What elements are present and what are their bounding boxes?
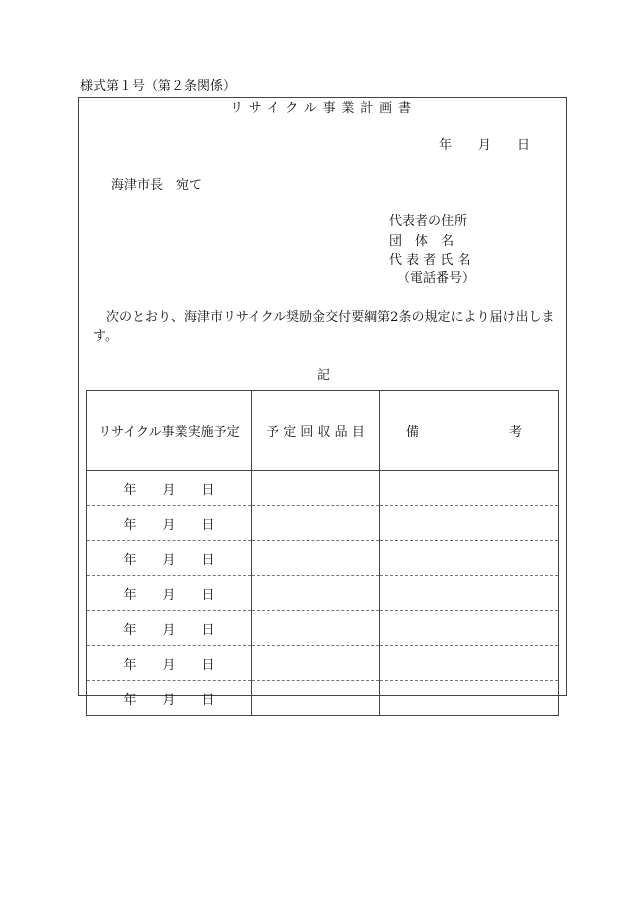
planned-items-cell[interactable] — [252, 611, 380, 646]
remarks-cell[interactable] — [380, 471, 559, 506]
planned-items-cell[interactable] — [252, 681, 380, 716]
header-remarks-char-2: 考 — [508, 425, 522, 440]
table-row — [87, 611, 559, 646]
planned-date-cell[interactable]: 年 月 日 — [87, 576, 252, 611]
table-header-row — [87, 391, 559, 471]
table-row — [87, 541, 559, 576]
representative-name-label: 代 表 者 氏 名 — [389, 253, 471, 268]
body-text: 次のとおり、海津市リサイクル奨励金交付要綱第2条の規定により届け出します。 — [93, 310, 555, 344]
header-planned-items: 予 定 回 収 品 目 — [252, 391, 380, 471]
table-row — [87, 646, 559, 681]
remarks-cell[interactable] — [380, 506, 559, 541]
planned-date-cell[interactable]: 年 月 日 — [87, 611, 252, 646]
submission-date: 年 月 日 — [439, 138, 531, 153]
remarks-cell[interactable] — [380, 646, 559, 681]
planned-items-cell[interactable] — [252, 471, 380, 506]
remarks-cell[interactable] — [380, 611, 559, 646]
table-row — [87, 576, 559, 611]
group-name-label: 団 体 名 — [389, 234, 455, 249]
planned-date-cell[interactable]: 年 月 日 — [87, 541, 252, 576]
table-row — [87, 681, 559, 716]
addressee: 海津市長 宛て — [111, 178, 203, 193]
phone-number-label: （電話番号） — [397, 271, 476, 286]
table-row — [87, 471, 559, 506]
form-frame — [78, 97, 567, 708]
planned-items-cell[interactable] — [252, 506, 380, 541]
recycling-plan-table — [86, 390, 559, 716]
planned-date-cell[interactable]: 年 月 日 — [87, 646, 252, 681]
header-planned-date: リサイクル事業実施予定 — [87, 391, 252, 471]
planned-items-cell[interactable] — [252, 576, 380, 611]
remarks-cell[interactable] — [380, 541, 559, 576]
remarks-cell[interactable] — [380, 681, 559, 716]
planned-date-cell[interactable]: 年 月 日 — [87, 681, 252, 716]
representative-address-label: 代表者の住所 — [389, 214, 468, 229]
header-remarks — [380, 391, 559, 471]
planned-items-cell[interactable] — [252, 646, 380, 681]
ki-heading: 記 — [316, 368, 330, 383]
remarks-cell[interactable] — [380, 576, 559, 611]
planned-items-cell[interactable] — [252, 541, 380, 576]
table-row — [87, 506, 559, 541]
planned-date-cell[interactable]: 年 月 日 — [87, 471, 252, 506]
header-remarks-char-1: 備 — [406, 425, 420, 440]
planned-date-cell[interactable]: 年 月 日 — [87, 506, 252, 541]
form-number-label: 様式第１号（第２条関係） — [80, 79, 237, 94]
document-title: リサイクル事業計画書 — [230, 101, 417, 116]
